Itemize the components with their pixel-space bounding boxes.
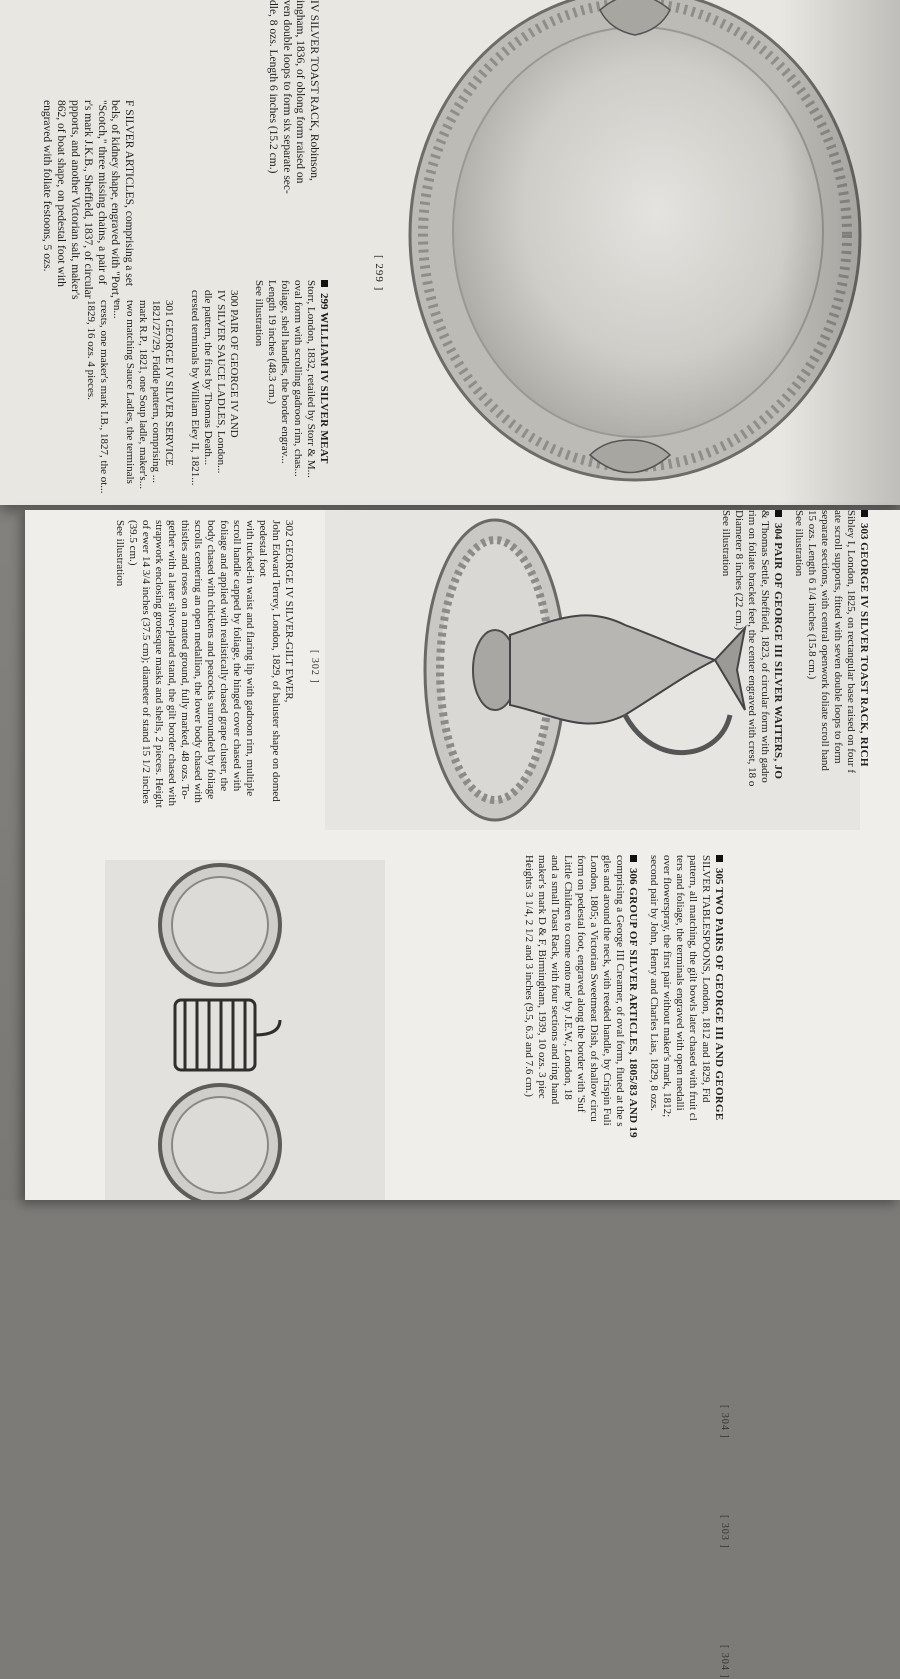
lot-line: body chased with chickens and peacocks surrounded by foliage xyxy=(205,520,217,800)
lot-line: Length 19 inches (48.3 cm.) xyxy=(266,280,278,405)
lot-298-line: ven double loops to form six separate sec- xyxy=(280,0,293,194)
lot-line: crested terminals by William Eley II, 1821... xyxy=(189,290,201,486)
lot-298-fragment xyxy=(266,0,320,300)
lot-305 xyxy=(647,855,725,1200)
lot-line: maker's mark D & F, Birmingham, 1939, 10 ozs. 3 piec xyxy=(536,855,548,1099)
lot-number: 301 xyxy=(163,300,175,317)
catalogue-page-upper xyxy=(0,0,900,505)
lot-line: pattern, all matching, the gilt bowls later chased with fruit cl xyxy=(687,855,699,1121)
lot-line: scroll handle capped by foliage, the hinged cover chased with xyxy=(231,520,243,792)
lot-line: Storr, London, 1832, retailed by Storr & M... xyxy=(305,280,317,478)
lot-title: GEORGE IV SILVER TOAST RACK, RICH xyxy=(858,542,870,767)
lot-304 xyxy=(719,510,784,850)
lot-line: 15 ozs. Length 6 1/4 inches (15.8 cm.) xyxy=(806,510,818,680)
lot-line: SILVER TABLESPOONS, London, 1812 and 1829, Fid xyxy=(700,855,712,1103)
lot-302 xyxy=(113,520,295,840)
dish-well xyxy=(453,27,823,437)
lot-square-icon xyxy=(775,510,782,517)
lot-300 xyxy=(188,290,240,510)
lot-line: London, 1805; a Victorian Sweetmeat Dish, of shallow circu xyxy=(588,855,600,1122)
lot-title: GEORGE IV SILVER SERVICE xyxy=(163,319,175,466)
lot-303 xyxy=(792,510,870,850)
lot-line: gles and around the neck, with reeded handle, by Crispin Fuli xyxy=(601,855,613,1126)
lot-297-line: bels, of kidney shape, engraved with "Port," xyxy=(109,100,122,303)
lot-line: foliage and applied with realistically chased grape cluster, the xyxy=(218,520,230,792)
lot-title: PAIR OF GEORGE III SILVER WAITERS, JO xyxy=(772,542,784,780)
lot-number: 304 xyxy=(772,523,784,540)
lot-square-icon xyxy=(630,855,637,862)
ewer-body xyxy=(510,615,715,723)
lot-number: 300 xyxy=(228,290,240,307)
caption-304-right: [ 304 ] xyxy=(719,1645,730,1679)
lot-line: over flowerspray, the first pair without maker's mark, 1812; xyxy=(661,855,673,1118)
lot-line: of ewer 14 3/4 inches (37.5 cm); diameter of stand 15 1/2 inches xyxy=(140,520,152,804)
lot-line: (39.5 cm.) xyxy=(127,520,139,566)
lot-line: Heights 3 1/4, 2 1/2 and 3 inches (9.5, 6.3 and 7.6 cm.) xyxy=(523,855,535,1097)
toast-rack-photo xyxy=(105,860,385,1200)
lot-number: 306 xyxy=(627,868,639,885)
lot-line: and a small Toast Rack, with four sections and ring hand xyxy=(549,855,561,1105)
lot-line: 1829, 16 ozs. 4 pieces. xyxy=(85,300,97,400)
page-gutter-shadow xyxy=(780,0,900,505)
lot-title: TWO PAIRS OF GEORGE III AND GEORGE xyxy=(713,887,725,1121)
lot-title: GROUP OF SILVER ARTICLES, 1805/83 AND 19 xyxy=(627,887,639,1138)
lot-301 xyxy=(84,300,175,500)
lot-line: See illustration xyxy=(114,520,126,587)
lot-line: crests, one maker's mark I.B., 1827, the ot... xyxy=(98,300,110,494)
lot-297-line: "Scotch," three missing chains, a pair of xyxy=(95,100,108,285)
lot-line: second pair by John, Henry and Charles Lias, 1829, 8 ozs. xyxy=(648,855,660,1112)
lot-square-icon xyxy=(861,510,868,517)
lots-305-306 xyxy=(514,855,725,1200)
lot-line: with tucked-in waist and flaring lip with gadroon rim, multiple xyxy=(244,520,256,797)
lot-line: IV SILVER SAUCE LADLES, London... xyxy=(215,290,227,474)
lot-line: thistles and roses on a matted ground, fully marked, 48 ozs. To- xyxy=(179,520,191,800)
lot-297-line: engraved with foliate festoons, 5 ozs. xyxy=(41,100,54,272)
lots-299-301 xyxy=(244,280,330,510)
lot-297-line: 862, of boat shape, on pedestal foot with xyxy=(55,100,68,287)
lot-line: oval form with scrolling gadroon rim, chas... xyxy=(292,280,304,477)
toast-rack xyxy=(175,1000,280,1070)
caption-302: [ 302 ] xyxy=(309,650,320,684)
catalogue-page-lower xyxy=(25,510,900,1679)
lots-303-304 xyxy=(711,510,870,850)
lot-line: two matching Sauce Ladles, the terminals en... xyxy=(111,300,136,484)
lot-line: gether with a later silver-plated stand, the gilt border chased with xyxy=(166,520,178,806)
lot-line: scrolls centering an open medallion, the lower body chased with xyxy=(192,520,204,803)
lot-line: separate sections, with central openwork foliate scroll hand xyxy=(819,510,831,771)
lot-title: GEORGE IV SILVER-GILT EWER, xyxy=(283,539,295,703)
caption-303: [ 303 ] xyxy=(719,1515,730,1549)
lot-298-line: IV SILVER TOAST RACK, Robinson, xyxy=(308,0,320,181)
lot-line: Sibley I, London, 1825, on rectangular base raised on four f xyxy=(845,510,857,774)
lot-306 xyxy=(522,855,639,1200)
lot-number: 303 xyxy=(858,523,870,540)
lot-line: Diameter 8 inches (22 cm.) xyxy=(733,510,745,631)
lot-298-line: dle, 8 ozs. Length 6 inches (15.2 cm.) xyxy=(267,0,280,174)
lot-line: See illustration xyxy=(720,510,732,577)
lot-297-line: ppports, and another Victorian salt, maker's xyxy=(68,100,81,300)
lot-line: dle pattern, the first by Thomas Death... xyxy=(202,290,214,466)
lot-number: 305 xyxy=(713,868,725,885)
lot-297-line: F SILVER ARTICLES, comprising a set xyxy=(123,100,135,287)
lot-298-line: ingham, 1836, of oblong form raised on xyxy=(294,0,307,184)
lot-line: & Thomas Settle, Sheffield, 1823, of circular form with gadro xyxy=(759,510,771,783)
lot-number: 302 xyxy=(283,520,295,537)
caption-299: [ 299 ] xyxy=(373,255,385,292)
caption-304-left: [ 304 ] xyxy=(719,1405,730,1439)
lot-line: 1821/27/29, Fiddle pattern, comprising ... xyxy=(150,300,162,484)
lot-line: comprising a George III Creamer, of oval form, fluted at the s xyxy=(614,855,626,1127)
lot-line: ate scroll supports, fitted with seven double loops to form xyxy=(832,510,844,764)
lot-line: ters and foliage, the terminals engraved with open medalli xyxy=(674,855,686,1111)
lot-line: Little Children to come onto me' by J.E.W., London, 18 xyxy=(562,855,574,1100)
lot-line: strapwork enclosing grotesque masks and shells, 2 pieces. Height xyxy=(153,520,165,808)
waiter-right-inner xyxy=(172,1097,268,1193)
waiter-left-inner xyxy=(172,877,268,973)
lot-line: John Edward Terrey, London, 1829, of baluster shape on domed pedestal foot xyxy=(257,520,282,802)
lot-line: foliage, shell handles, the border engrav... xyxy=(279,280,291,464)
lot-title: PAIR OF GEORGE IV AND xyxy=(228,309,240,438)
lot-line: See illustration xyxy=(253,280,265,347)
lot-297-line: r's mark J.K.B., Sheffield, 1837, of circular xyxy=(82,100,95,299)
lot-number: 299 xyxy=(318,293,330,310)
lot-square-icon xyxy=(716,855,723,862)
lot-square-icon xyxy=(321,280,328,287)
lot-299 xyxy=(252,280,330,510)
lot-line: rim on foliate bracket feet, the center engraved with crest, 18 o xyxy=(746,510,758,787)
lot-line: See illustration xyxy=(793,510,805,577)
toast-rack-photo-frame xyxy=(105,860,385,1200)
lot-line: mark R.P., 1821, one Soup ladle, maker's... xyxy=(137,300,149,489)
lot-title: WILLIAM IV SILVER MEAT xyxy=(318,312,330,464)
lot-line: form on pedestal foot, engraved along the border with 'Suf xyxy=(575,855,587,1113)
